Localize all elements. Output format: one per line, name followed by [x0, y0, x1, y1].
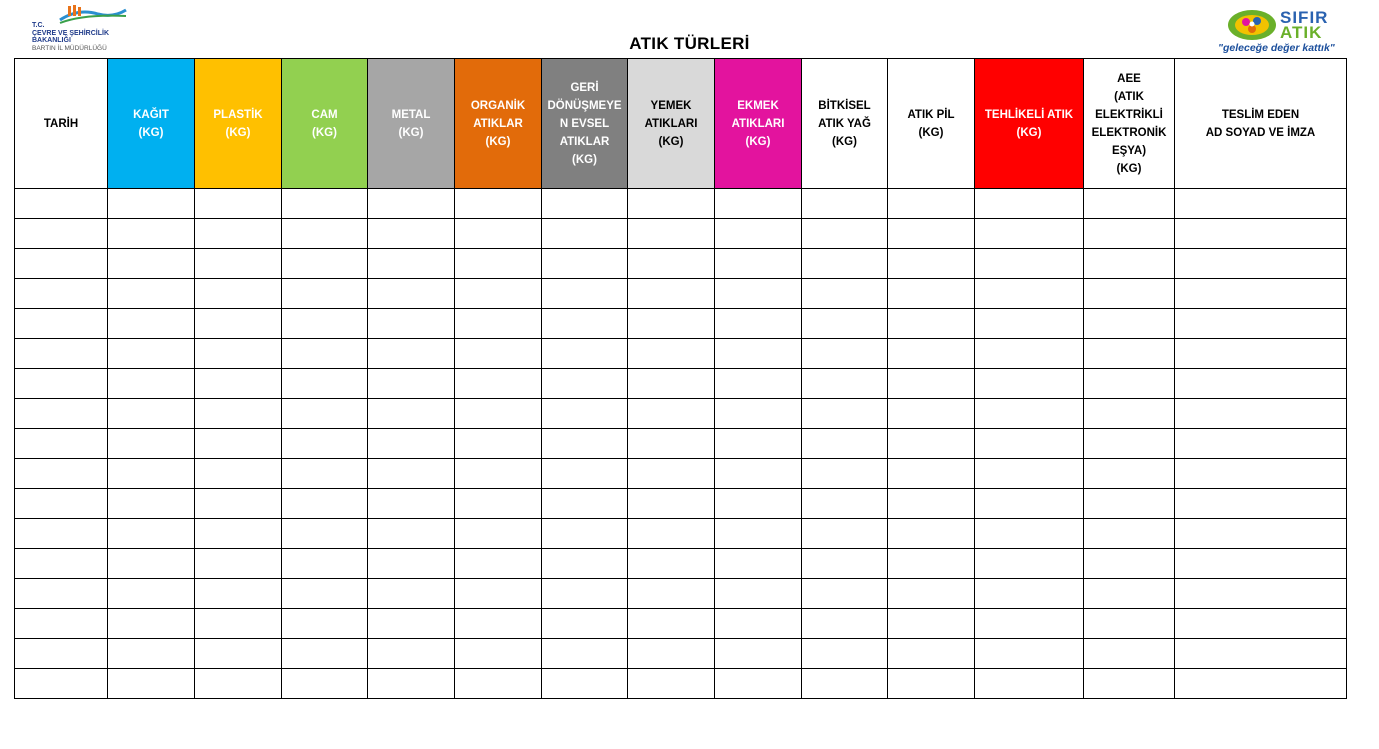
zero-waste-word1: SIFIR	[1280, 8, 1329, 27]
column-header-9: BİTKİSEL ATIK YAĞ (KG)	[802, 59, 888, 189]
table-row	[15, 249, 1347, 279]
table-cell[interactable]	[1175, 549, 1347, 579]
table-cell[interactable]	[1175, 579, 1347, 609]
table-cell[interactable]	[542, 219, 628, 249]
column-header-13: TESLİM EDEN AD SOYAD VE İMZA	[1175, 59, 1347, 189]
table-cell[interactable]	[1175, 189, 1347, 219]
table-cell[interactable]	[888, 489, 975, 519]
table-cell[interactable]	[195, 639, 282, 669]
table-cell[interactable]	[368, 609, 455, 639]
table-cell[interactable]	[282, 189, 368, 219]
table-cell[interactable]	[15, 369, 108, 399]
table-cell[interactable]	[715, 609, 802, 639]
table-cell[interactable]	[542, 189, 628, 219]
table-cell[interactable]	[15, 219, 108, 249]
page-title: ATIK TÜRLERİ	[629, 34, 750, 53]
table-cell[interactable]	[802, 279, 888, 309]
table-cell[interactable]	[715, 669, 802, 699]
table-cell[interactable]	[975, 609, 1084, 639]
table-cell[interactable]	[715, 399, 802, 429]
table-cell[interactable]	[975, 519, 1084, 549]
table-row	[15, 489, 1347, 519]
table-cell[interactable]	[15, 189, 108, 219]
table-cell[interactable]	[715, 459, 802, 489]
table-cell[interactable]	[195, 579, 282, 609]
table-cell[interactable]	[1175, 279, 1347, 309]
table-cell[interactable]	[455, 459, 542, 489]
table-cell[interactable]	[368, 459, 455, 489]
table-cell[interactable]	[282, 579, 368, 609]
table-cell[interactable]	[455, 639, 542, 669]
table-row	[15, 639, 1347, 669]
table-cell[interactable]	[715, 369, 802, 399]
table-cell[interactable]	[802, 369, 888, 399]
table-cell[interactable]	[108, 639, 195, 669]
table-cell[interactable]	[888, 399, 975, 429]
table-cell[interactable]	[628, 519, 715, 549]
table-cell[interactable]	[15, 639, 108, 669]
table-cell[interactable]	[282, 609, 368, 639]
table-cell[interactable]	[628, 279, 715, 309]
table-cell[interactable]	[455, 249, 542, 279]
table-cell[interactable]	[802, 339, 888, 369]
table-cell[interactable]	[715, 639, 802, 669]
table-cell[interactable]	[455, 429, 542, 459]
table-cell[interactable]	[108, 219, 195, 249]
table-row	[15, 549, 1347, 579]
table-cell[interactable]	[15, 249, 108, 279]
table-cell[interactable]	[282, 279, 368, 309]
table-cell[interactable]	[715, 339, 802, 369]
table-cell[interactable]	[628, 549, 715, 579]
table-cell[interactable]	[888, 309, 975, 339]
table-cell[interactable]	[802, 519, 888, 549]
table-cell[interactable]	[455, 279, 542, 309]
table-cell[interactable]	[108, 399, 195, 429]
table-cell[interactable]	[195, 399, 282, 429]
table-cell[interactable]	[888, 669, 975, 699]
table-cell[interactable]	[542, 249, 628, 279]
table-cell[interactable]	[1175, 339, 1347, 369]
table-cell[interactable]	[282, 339, 368, 369]
table-cell[interactable]	[628, 309, 715, 339]
table-cell[interactable]	[195, 309, 282, 339]
table-cell[interactable]	[195, 609, 282, 639]
table-cell[interactable]	[195, 279, 282, 309]
table-cell[interactable]	[1084, 549, 1175, 579]
table-cell[interactable]	[368, 369, 455, 399]
table-cell[interactable]	[108, 579, 195, 609]
table-cell[interactable]	[368, 429, 455, 459]
table-cell[interactable]	[542, 489, 628, 519]
table-cell[interactable]	[15, 339, 108, 369]
table-cell[interactable]	[455, 189, 542, 219]
column-header-5: ORGANİK ATIKLAR (KG)	[455, 59, 542, 189]
table-cell[interactable]	[455, 669, 542, 699]
table-cell[interactable]	[1175, 459, 1347, 489]
table-row	[15, 429, 1347, 459]
ministry-logo-line2: ÇEVRE VE ŞEHİRCİLİK	[32, 29, 110, 37]
table-cell[interactable]	[628, 429, 715, 459]
table-cell[interactable]	[108, 609, 195, 639]
ministry-emblem-icon	[58, 4, 128, 24]
zero-waste-word2: ATIK	[1280, 23, 1323, 42]
table-cell[interactable]	[15, 279, 108, 309]
table-cell[interactable]	[802, 639, 888, 669]
table-cell[interactable]	[542, 459, 628, 489]
table-cell[interactable]	[888, 609, 975, 639]
table-cell[interactable]	[1175, 369, 1347, 399]
table-row	[15, 609, 1347, 639]
table-cell[interactable]	[628, 669, 715, 699]
table-cell[interactable]	[1084, 249, 1175, 279]
table-cell[interactable]	[542, 639, 628, 669]
table-cell[interactable]	[975, 429, 1084, 459]
table-cell[interactable]	[888, 339, 975, 369]
table-cell[interactable]	[368, 249, 455, 279]
table-cell[interactable]	[802, 459, 888, 489]
table-cell[interactable]	[542, 609, 628, 639]
table-cell[interactable]	[455, 219, 542, 249]
table-cell[interactable]	[455, 519, 542, 549]
table-cell[interactable]	[1084, 309, 1175, 339]
table-cell[interactable]	[715, 219, 802, 249]
table-cell[interactable]	[542, 519, 628, 549]
column-header-3: CAM (KG)	[282, 59, 368, 189]
table-cell[interactable]	[15, 429, 108, 459]
table-cell[interactable]	[195, 549, 282, 579]
table-cell[interactable]	[368, 549, 455, 579]
table-row	[15, 189, 1347, 219]
table-cell[interactable]	[1175, 489, 1347, 519]
table-cell[interactable]	[715, 549, 802, 579]
table-cell[interactable]	[195, 369, 282, 399]
table-cell[interactable]	[1084, 579, 1175, 609]
table-cell[interactable]	[715, 429, 802, 459]
column-header-12: AEE (ATIK ELEKTRİKLİ ELEKTRONİK EŞYA) (KG)	[1084, 59, 1175, 189]
table-cell[interactable]	[975, 189, 1084, 219]
table-row	[15, 339, 1347, 369]
table-cell[interactable]	[542, 429, 628, 459]
table-cell[interactable]	[628, 459, 715, 489]
table-cell[interactable]	[1084, 519, 1175, 549]
column-header-4: METAL (KG)	[368, 59, 455, 189]
table-cell[interactable]	[975, 249, 1084, 279]
table-cell[interactable]	[195, 189, 282, 219]
column-header-8: EKMEK ATIKLARI (KG)	[715, 59, 802, 189]
ministry-logo-line3: BAKANLIĞI	[32, 37, 71, 44]
table-cell[interactable]	[542, 549, 628, 579]
table-cell[interactable]	[1084, 459, 1175, 489]
table-cell[interactable]	[628, 489, 715, 519]
zero-waste-logo	[1214, 4, 1364, 56]
table-cell[interactable]	[628, 189, 715, 219]
table-cell[interactable]	[542, 279, 628, 309]
table-cell[interactable]	[975, 309, 1084, 339]
table-cell[interactable]	[108, 189, 195, 219]
table-cell[interactable]	[888, 549, 975, 579]
table-cell[interactable]	[1175, 309, 1347, 339]
table-cell[interactable]	[1084, 339, 1175, 369]
table-cell[interactable]	[628, 219, 715, 249]
table-cell[interactable]	[888, 189, 975, 219]
table-cell[interactable]	[1084, 609, 1175, 639]
table-cell[interactable]	[108, 279, 195, 309]
table-cell[interactable]	[455, 489, 542, 519]
table-cell[interactable]	[108, 549, 195, 579]
table-cell[interactable]	[195, 669, 282, 699]
table-cell[interactable]	[368, 639, 455, 669]
table-cell[interactable]	[888, 429, 975, 459]
column-header-11: TEHLİKELİ ATIK (KG)	[975, 59, 1084, 189]
table-cell[interactable]	[195, 219, 282, 249]
table-cell[interactable]	[888, 279, 975, 309]
table-cell[interactable]	[282, 519, 368, 549]
table-cell[interactable]	[1084, 369, 1175, 399]
table-cell[interactable]	[282, 639, 368, 669]
table-cell[interactable]	[628, 609, 715, 639]
table-cell[interactable]	[888, 459, 975, 489]
table-cell[interactable]	[802, 489, 888, 519]
table-cell[interactable]	[15, 519, 108, 549]
table-cell[interactable]	[282, 549, 368, 579]
table-cell[interactable]	[628, 399, 715, 429]
table-cell[interactable]	[1084, 189, 1175, 219]
table-cell[interactable]	[282, 459, 368, 489]
table-cell[interactable]	[542, 399, 628, 429]
table-cell[interactable]	[1175, 429, 1347, 459]
table-cell[interactable]	[715, 279, 802, 309]
table-cell[interactable]	[715, 249, 802, 279]
table-cell[interactable]	[15, 399, 108, 429]
table-cell[interactable]	[715, 489, 802, 519]
table-cell[interactable]	[1084, 429, 1175, 459]
table-cell[interactable]	[195, 249, 282, 279]
table-row	[15, 459, 1347, 489]
table-cell[interactable]	[628, 639, 715, 669]
table-cell[interactable]	[628, 579, 715, 609]
table-cell[interactable]	[282, 429, 368, 459]
table-cell[interactable]	[282, 669, 368, 699]
table-cell[interactable]	[802, 249, 888, 279]
table-cell[interactable]	[802, 549, 888, 579]
table-cell[interactable]	[975, 639, 1084, 669]
table-cell[interactable]	[108, 489, 195, 519]
table-cell[interactable]	[108, 669, 195, 699]
table-cell[interactable]	[15, 309, 108, 339]
table-cell[interactable]	[108, 339, 195, 369]
table-cell[interactable]	[282, 369, 368, 399]
table-cell[interactable]	[542, 309, 628, 339]
column-header-2: PLASTİK (KG)	[195, 59, 282, 189]
table-cell[interactable]	[455, 609, 542, 639]
table-cell[interactable]	[195, 489, 282, 519]
table-cell[interactable]	[975, 579, 1084, 609]
table-cell[interactable]	[628, 369, 715, 399]
table-cell[interactable]	[195, 339, 282, 369]
table-cell[interactable]	[975, 489, 1084, 519]
table-cell[interactable]	[1084, 279, 1175, 309]
table-cell[interactable]	[368, 339, 455, 369]
table-cell[interactable]	[108, 249, 195, 279]
table-cell[interactable]	[15, 459, 108, 489]
table-cell[interactable]	[975, 219, 1084, 249]
table-cell[interactable]	[1175, 249, 1347, 279]
table-row	[15, 519, 1347, 549]
table-cell[interactable]	[195, 459, 282, 489]
table-cell[interactable]	[282, 249, 368, 279]
table-cell[interactable]	[455, 309, 542, 339]
table-cell[interactable]	[108, 459, 195, 489]
table-cell[interactable]	[802, 189, 888, 219]
table-cell[interactable]	[108, 429, 195, 459]
column-header-1: KAĞIT (KG)	[108, 59, 195, 189]
table-cell[interactable]	[628, 339, 715, 369]
table-cell[interactable]	[15, 609, 108, 639]
table-cell[interactable]	[368, 579, 455, 609]
table-cell[interactable]	[715, 189, 802, 219]
table-cell[interactable]	[282, 489, 368, 519]
column-header-0: TARİH	[15, 59, 108, 189]
table-cell[interactable]	[802, 579, 888, 609]
table-cell[interactable]	[888, 639, 975, 669]
column-header-6: GERİ DÖNÜŞMEYE N EVSEL ATIKLAR (KG)	[542, 59, 628, 189]
table-cell[interactable]	[282, 219, 368, 249]
table-cell[interactable]	[888, 369, 975, 399]
table-row	[15, 219, 1347, 249]
table-cell[interactable]	[282, 309, 368, 339]
table-cell[interactable]	[975, 369, 1084, 399]
table-cell[interactable]	[15, 549, 108, 579]
table-cell[interactable]	[542, 579, 628, 609]
table-cell[interactable]	[1175, 399, 1347, 429]
table-cell[interactable]	[368, 669, 455, 699]
table-cell[interactable]	[455, 579, 542, 609]
table-cell[interactable]	[282, 399, 368, 429]
table-cell[interactable]	[802, 309, 888, 339]
table-cell[interactable]	[715, 309, 802, 339]
table-cell[interactable]	[15, 579, 108, 609]
table-cell[interactable]	[802, 669, 888, 699]
table-row	[15, 369, 1347, 399]
table-cell[interactable]	[1084, 639, 1175, 669]
table-row	[15, 669, 1347, 699]
waste-log-table	[14, 58, 1347, 699]
table-row	[15, 279, 1347, 309]
table-cell[interactable]	[802, 219, 888, 249]
table-cell[interactable]	[888, 219, 975, 249]
table-cell[interactable]	[975, 459, 1084, 489]
table-cell[interactable]	[542, 369, 628, 399]
table-cell[interactable]	[975, 669, 1084, 699]
table-cell[interactable]	[15, 669, 108, 699]
table-cell[interactable]	[715, 519, 802, 549]
ministry-logo-line4: BARTIN İL MÜDÜRLÜĞÜ	[32, 44, 107, 52]
table-cell[interactable]	[802, 399, 888, 429]
table-cell[interactable]	[975, 279, 1084, 309]
table-header-row	[15, 59, 1347, 189]
table-cell[interactable]	[1084, 669, 1175, 699]
table-cell[interactable]	[542, 339, 628, 369]
table-cell[interactable]	[455, 339, 542, 369]
table-cell[interactable]	[1175, 219, 1347, 249]
table-cell[interactable]	[368, 489, 455, 519]
table-row	[15, 579, 1347, 609]
table-cell[interactable]	[368, 519, 455, 549]
table-row	[15, 399, 1347, 429]
table-cell[interactable]	[715, 579, 802, 609]
table-cell[interactable]	[1175, 669, 1347, 699]
table-cell[interactable]	[368, 399, 455, 429]
table-cell[interactable]	[368, 189, 455, 219]
table-cell[interactable]	[975, 339, 1084, 369]
column-header-7: YEMEK ATIKLARI (KG)	[628, 59, 715, 189]
table-cell[interactable]	[108, 519, 195, 549]
table-cell[interactable]	[195, 519, 282, 549]
table-cell[interactable]	[542, 669, 628, 699]
zero-waste-emblem-icon	[1226, 8, 1278, 42]
table-cell[interactable]	[108, 369, 195, 399]
table-cell[interactable]	[455, 369, 542, 399]
table-cell[interactable]	[975, 399, 1084, 429]
table-cell[interactable]	[1175, 519, 1347, 549]
table-cell[interactable]	[1084, 489, 1175, 519]
table-cell[interactable]	[368, 309, 455, 339]
table-cell[interactable]	[1175, 609, 1347, 639]
table-cell[interactable]	[195, 429, 282, 459]
table-cell[interactable]	[888, 249, 975, 279]
table-cell[interactable]	[15, 489, 108, 519]
table-cell[interactable]	[455, 549, 542, 579]
table-cell[interactable]	[1084, 219, 1175, 249]
table-cell[interactable]	[802, 609, 888, 639]
table-cell[interactable]	[108, 309, 195, 339]
table-cell[interactable]	[802, 429, 888, 459]
table-cell[interactable]	[1084, 399, 1175, 429]
table-cell[interactable]	[888, 519, 975, 549]
table-row	[15, 309, 1347, 339]
table-cell[interactable]	[888, 579, 975, 609]
table-cell[interactable]	[1175, 639, 1347, 669]
table-cell[interactable]	[975, 549, 1084, 579]
ministry-logo-line1: T.C.	[32, 22, 45, 29]
table-cell[interactable]	[368, 279, 455, 309]
column-header-10: ATIK PİL (KG)	[888, 59, 975, 189]
table-cell[interactable]	[455, 399, 542, 429]
table-cell[interactable]	[368, 219, 455, 249]
table-cell[interactable]	[628, 249, 715, 279]
zero-waste-slogan: "geleceğe değer kattık"	[1218, 42, 1335, 54]
